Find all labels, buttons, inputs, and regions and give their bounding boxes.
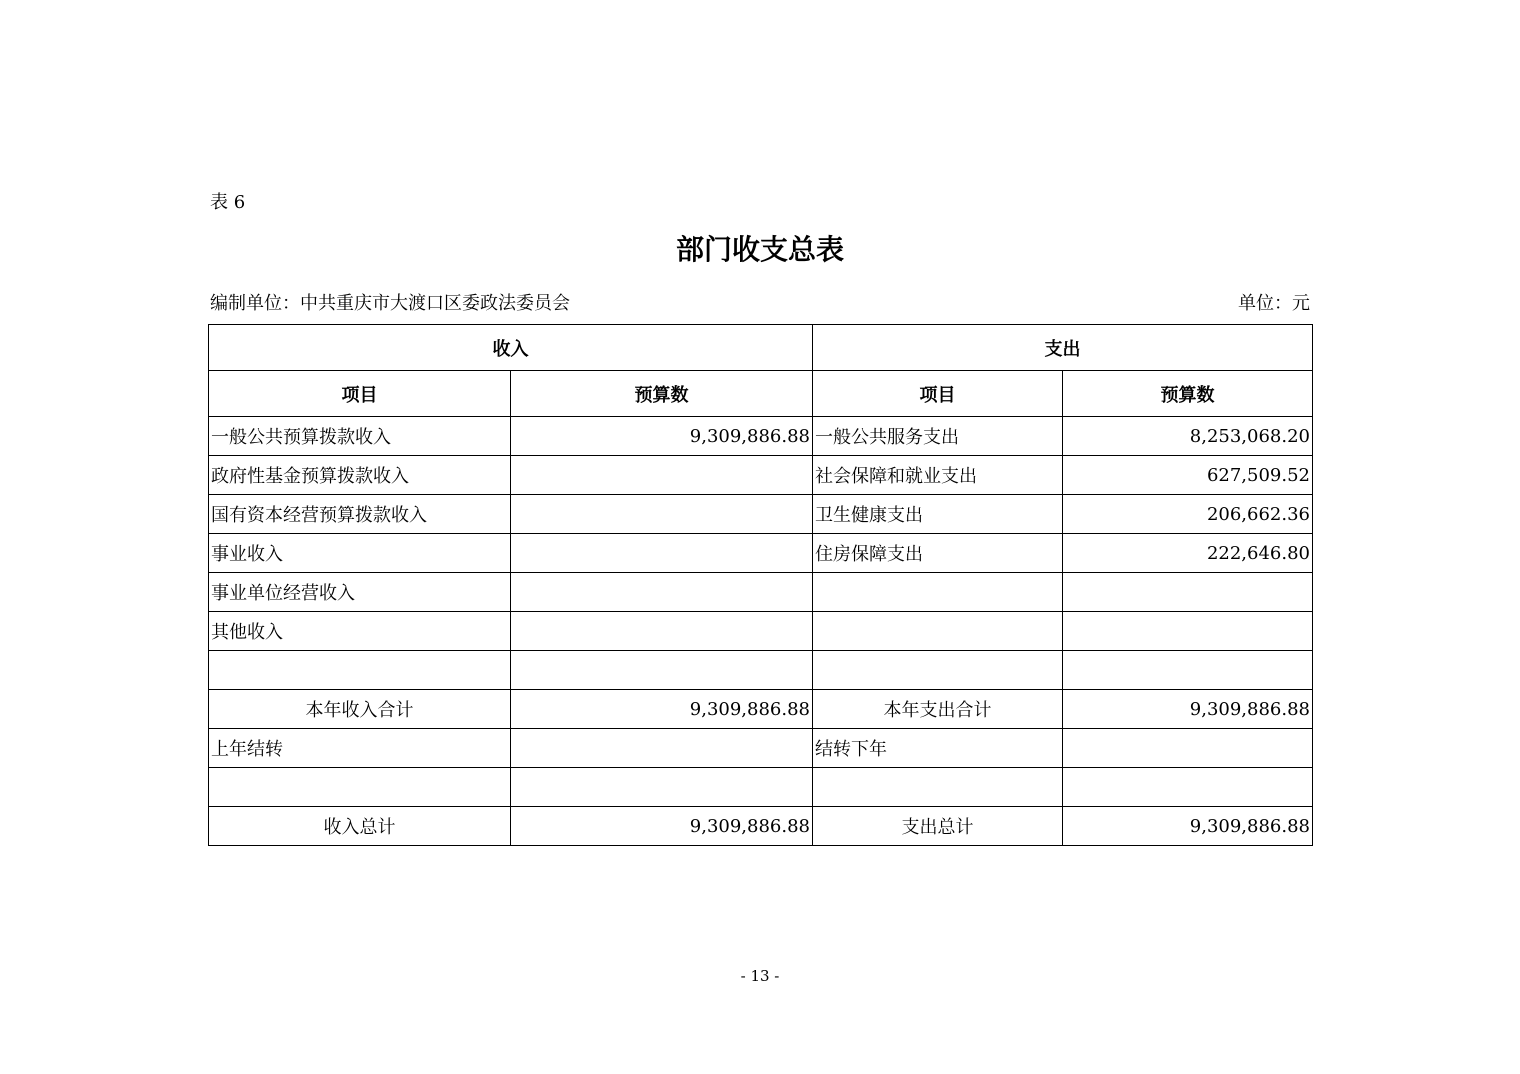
table-column-header-row bbox=[209, 371, 1313, 417]
expense-amount: 8,253,068.20 bbox=[1063, 417, 1313, 456]
expense-item-header: 项目 bbox=[813, 371, 1063, 417]
income-total-amount: 9,309,886.88 bbox=[511, 807, 813, 846]
page-number: - 13 - bbox=[740, 967, 780, 985]
expense-amount: 206,662.36 bbox=[1063, 495, 1313, 534]
income-item: 一般公共预算拨款收入 bbox=[209, 417, 511, 456]
income-subtotal-label: 本年收入合计 bbox=[209, 690, 511, 729]
expense-amount bbox=[1063, 612, 1313, 651]
table-row bbox=[209, 495, 1313, 534]
expense-amount: 627,509.52 bbox=[1063, 456, 1313, 495]
expense-group-header: 支出 bbox=[813, 325, 1313, 371]
expense-item: 结转下年 bbox=[813, 729, 1063, 768]
expense-amount bbox=[1063, 573, 1313, 612]
table-row bbox=[209, 768, 1313, 807]
table-row bbox=[209, 534, 1313, 573]
expense-item: 一般公共服务支出 bbox=[813, 417, 1063, 456]
income-total-label: 收入总计 bbox=[209, 807, 511, 846]
income-item bbox=[209, 651, 511, 690]
income-item: 其他收入 bbox=[209, 612, 511, 651]
income-subtotal-amount: 9,309,886.88 bbox=[511, 690, 813, 729]
currency-unit: 单位：元 bbox=[1238, 293, 1310, 314]
table-number: 表 6 bbox=[210, 192, 246, 213]
expense-subtotal-label: 本年支出合计 bbox=[813, 690, 1063, 729]
expense-item bbox=[813, 573, 1063, 612]
income-item-header: 项目 bbox=[209, 371, 511, 417]
expense-item bbox=[813, 768, 1063, 807]
income-amount bbox=[511, 573, 813, 612]
income-amount bbox=[511, 456, 813, 495]
income-amount bbox=[511, 651, 813, 690]
expense-item bbox=[813, 612, 1063, 651]
expense-amount: 222,646.80 bbox=[1063, 534, 1313, 573]
expense-amount-header: 预算数 bbox=[1063, 371, 1313, 417]
expense-item: 社会保障和就业支出 bbox=[813, 456, 1063, 495]
table-row bbox=[209, 729, 1313, 768]
expense-item bbox=[813, 651, 1063, 690]
expense-amount bbox=[1063, 651, 1313, 690]
expense-total-amount: 9,309,886.88 bbox=[1063, 807, 1313, 846]
expense-subtotal-amount: 9,309,886.88 bbox=[1063, 690, 1313, 729]
income-amount bbox=[511, 612, 813, 651]
income-item: 国有资本经营预算拨款收入 bbox=[209, 495, 511, 534]
income-item bbox=[209, 768, 511, 807]
income-amount: 9,309,886.88 bbox=[511, 417, 813, 456]
budget-table bbox=[208, 324, 1313, 846]
expense-total-label: 支出总计 bbox=[813, 807, 1063, 846]
income-amount-header: 预算数 bbox=[511, 371, 813, 417]
income-item: 政府性基金预算拨款收入 bbox=[209, 456, 511, 495]
income-amount bbox=[511, 768, 813, 807]
income-item: 上年结转 bbox=[209, 729, 511, 768]
table-row bbox=[209, 651, 1313, 690]
expense-item: 住房保障支出 bbox=[813, 534, 1063, 573]
table-row bbox=[209, 456, 1313, 495]
income-amount bbox=[511, 495, 813, 534]
compiling-unit: 编制单位：中共重庆市大渡口区委政法委员会 bbox=[210, 293, 570, 314]
expense-amount bbox=[1063, 729, 1313, 768]
page-title: 部门收支总表 bbox=[675, 233, 844, 266]
income-group-header: 收入 bbox=[209, 325, 813, 371]
expense-amount bbox=[1063, 768, 1313, 807]
table-row-subtotal bbox=[209, 690, 1313, 729]
table-row-total bbox=[209, 807, 1313, 846]
table-group-header-row bbox=[209, 325, 1313, 371]
income-amount bbox=[511, 729, 813, 768]
table-row bbox=[209, 573, 1313, 612]
table-row bbox=[209, 612, 1313, 651]
income-item: 事业收入 bbox=[209, 534, 511, 573]
income-item: 事业单位经营收入 bbox=[209, 573, 511, 612]
table-row bbox=[209, 417, 1313, 456]
expense-item: 卫生健康支出 bbox=[813, 495, 1063, 534]
income-amount bbox=[511, 534, 813, 573]
